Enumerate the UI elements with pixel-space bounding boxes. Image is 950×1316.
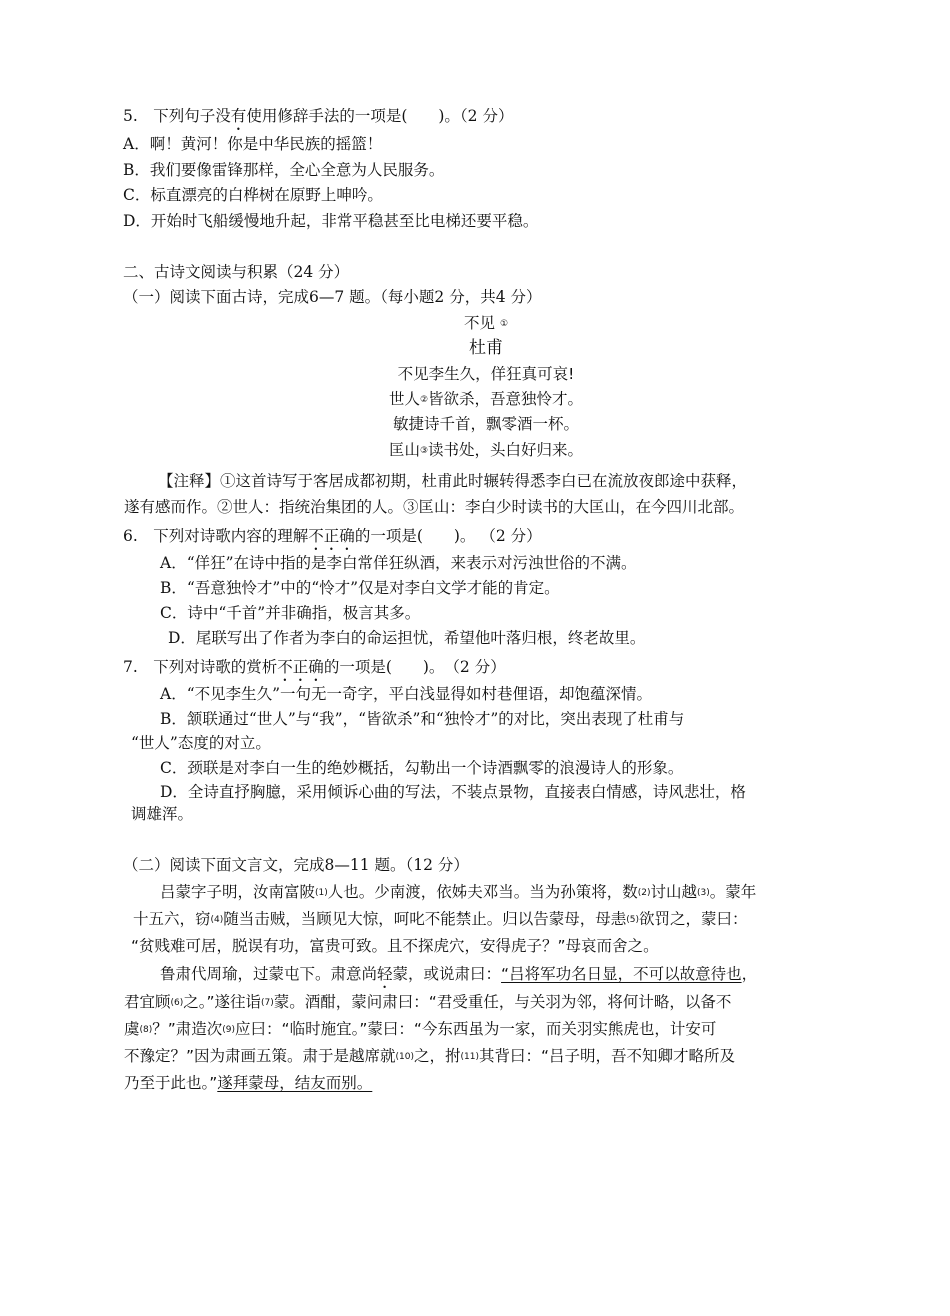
q6-option-a: A．“佯狂”在诗中指的是李白常佯狂纵酒，来表示对污浊世俗的不满。	[160, 554, 637, 572]
section2-sub1: （一）阅读下面古诗，完成6—7 题。（每小题2 分，共4 分）	[123, 288, 542, 306]
q7-stem	[123, 657, 506, 685]
q6-stem-text: 6. 下列对诗歌内容的理解	[123, 527, 309, 545]
q7-option-b-line-1: B．颔联通过“世人”与“我”，“皆欲杀”和“独怜才”的对比，突出表现了杜甫与	[160, 710, 685, 728]
passage-text: 十五六，窃	[133, 910, 211, 928]
passage-line-5	[124, 992, 731, 1013]
poem-notes-line-1: 【注释】①这首诗写于客居成都初期，杜甫此时辗转得悉李白已在流放夜郎途中获释，	[158, 472, 748, 490]
passage-note-marker: (7)	[261, 998, 274, 1008]
poem-line-1: 不见李生久，佯狂真可哀!	[397, 365, 575, 383]
q7-option-c: C．颈联是对李白一生的绝妙概括，勾勒出一个诗酒飘零的浪漫诗人的形象。	[160, 759, 684, 777]
passage-text: 君宜顾	[124, 993, 171, 1011]
q6-option-b: B．“吾意独怜才”中的“怜才”仅是对李白文学才能的肯定。	[160, 579, 560, 597]
section2b-heading: （二）阅读下面文言文，完成8—11 题。（12 分）	[123, 856, 469, 874]
q7-emphasis: 不正确	[277, 658, 324, 676]
q6-emphasis: 不正确	[308, 527, 355, 545]
passage-note-marker: (6)	[170, 998, 184, 1008]
passage-text: 讨山越	[650, 883, 698, 901]
passage-text: ，	[741, 965, 758, 983]
q7-option-b-line-2: “世人”态度的对立。	[131, 734, 271, 752]
passage-note-marker: (9)	[222, 1025, 236, 1035]
poem-line-2	[0, 389, 950, 410]
passage-underlined-sentence: 遂拜蒙母，结友而别。	[217, 1074, 373, 1092]
q7-option-a: A．“不见李生久”一句无一奇字，平白浅显得如村巷俚语，却饱蕴深情。	[160, 685, 653, 703]
passage-line-6	[124, 1019, 716, 1040]
q7-stem-text: 7. 下列对诗歌的赏析	[123, 658, 278, 676]
q5-option-c: C．标直漂亮的白桦树在原野上呻吟。	[123, 186, 383, 204]
passage-text: 虞	[124, 1020, 140, 1038]
q6-option-c: C．诗中“千首”并非确指，极言其多。	[160, 604, 421, 622]
poem-line-4-a: 匡山	[388, 441, 420, 459]
passage-line-2	[133, 909, 748, 930]
passage-note-marker: (10)	[395, 1052, 415, 1062]
q5-option-b: B．我们要像雷锋那样，全心全意为人民服务。	[123, 161, 445, 179]
q5-stem-text: 5. 下列句子没	[123, 107, 231, 125]
q5-stem-text-end: 使用修辞手法的一项是( )。（2 分）	[246, 107, 514, 125]
poem-title	[0, 313, 950, 334]
poem-author: 杜甫	[469, 338, 503, 358]
passage-line-7	[124, 1046, 735, 1067]
section2-heading: 二、古诗文阅读与积累（24 分）	[123, 263, 350, 281]
passage-note-marker: (8)	[139, 1025, 153, 1035]
passage-emphasis: 轻	[377, 965, 393, 983]
passage-text: 之，拊	[414, 1047, 461, 1065]
q6-option-d: D．尾联写出了作者为李白的命运担忧，希望他叶落归根，终老故里。	[168, 629, 646, 647]
passage-line-3: “贫贱难可居，脱误有功，富贵可致。且不探虎穴，安得虎子？”母哀而舍之。	[131, 937, 659, 955]
passage-line-1	[160, 882, 756, 903]
q7-option-d-line-1: D．全诗直抒胸臆，采用倾诉心曲的写法，不装点景物，直接表白情感，诗风悲壮，格	[160, 783, 746, 801]
passage-text: 随当击贼，当顾见大惊，呵叱不能禁止。归以告蒙母，母恚	[223, 910, 627, 928]
passage-note-marker: (11)	[460, 1052, 480, 1062]
poem-notes-line-2: 遂有感而作。②世人：指统治集团的人。③匡山：李白少时读书的大匡山，在今四川北部。	[124, 498, 745, 516]
poem-line-4-b: 读书处，头白好归来。	[428, 441, 584, 459]
poem-line-3: 敏捷诗千首，飘零酒一杯。	[392, 415, 579, 433]
passage-text: 之。”遂往诣	[183, 993, 262, 1011]
passage-line-8	[124, 1073, 372, 1093]
passage-text: ？”肃造次	[152, 1020, 223, 1038]
poem-line-4	[0, 440, 950, 461]
passage-note-marker: (3)	[697, 888, 710, 898]
passage-text: 。蒙年	[709, 883, 757, 901]
q5-stem	[123, 106, 513, 134]
poem-line-2-b: 皆欲杀，吾意独怜才。	[428, 390, 584, 408]
poem-line-2-a: 世人	[388, 390, 420, 408]
q5-option-d: D．开始时飞船缓慢地升起，非常平稳甚至比电梯还要平稳。	[123, 212, 539, 230]
poem-title-text: 不见	[463, 314, 495, 332]
passage-note-marker: (4)	[210, 915, 224, 925]
passage-text: 吕蒙字子明，汝南富陂	[160, 883, 316, 901]
passage-text: 应曰：“临时施宜。”蒙曰：“今东西虽为一家，而关羽实熊虎也，计安可	[235, 1020, 717, 1038]
passage-line-4	[160, 964, 757, 992]
q7-option-d-line-2: 调雄浑。	[131, 805, 194, 823]
passage-underlined-sentence: “吕将军功名日显，不可以故意待也	[501, 965, 742, 983]
poem-title-note: ①	[499, 319, 509, 329]
q5-option-a: A．啊！黄河！你是中华民族的摇篮！	[123, 135, 383, 153]
passage-text: 乃至于此也。”	[124, 1074, 218, 1092]
passage-text: 鲁肃代周瑜，过蒙屯下。肃意尚	[160, 965, 378, 983]
q5-emphasis: 有	[230, 107, 247, 125]
passage-text: 人也。少南渡，依姊夫邓当。当为孙策将，数	[327, 883, 638, 901]
passage-note-marker: (5)	[626, 915, 640, 925]
poem-note-marker: ③	[419, 446, 429, 456]
poem-note-marker: ②	[419, 395, 429, 405]
passage-text: 不豫定？”因为肃画五策。肃于是越席就	[124, 1047, 396, 1065]
passage-text: 蒙，或说肃曰：	[392, 965, 502, 983]
q6-stem-text-end: 的一项是( )。 （2 分）	[354, 527, 542, 545]
q7-stem-text-end: 的一项是( )。 （2 分）	[323, 658, 506, 676]
passage-note-marker: (2)	[637, 888, 651, 898]
passage-text: 其背曰：“吕子明，吾不知卿才略所及	[479, 1047, 736, 1065]
passage-note-marker: (1)	[315, 888, 328, 898]
passage-text: 蒙。酒酣，蒙问肃曰：“君受重任，与关羽为邻，将何计略，以备不	[273, 993, 732, 1011]
q6-stem	[123, 526, 542, 554]
passage-text: 欲罚之，蒙曰：	[639, 910, 748, 928]
